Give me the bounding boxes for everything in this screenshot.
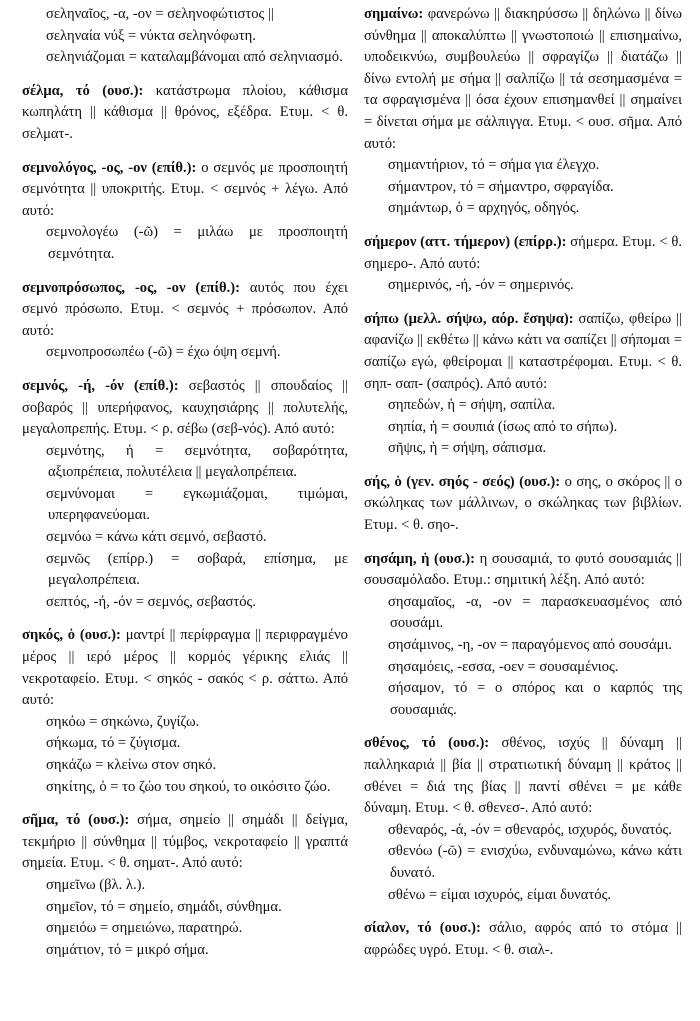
sub-entry: σημάτιον, τό = μικρό σήμα.	[46, 941, 209, 958]
entry-headword: σήμερον (αττ. τήμερον) (επίρρ.):	[364, 233, 567, 250]
right-column	[364, 4, 682, 973]
sub-entry: σεμνῶς (επίρρ.) = σοβαρά, επίσημα, με μεγαλοπρέπεια.	[46, 550, 348, 589]
sub-entry: σεμνόω = κάνω κάτι σεμνό, σεβαστό.	[46, 529, 267, 546]
sub-entry: σθεναρός, -ά, -όν = σθεναρός, ισχυρός, δυνατός.	[388, 821, 672, 838]
sub-entry: σῆψις, ἡ = σήψη, σάπισμα.	[388, 440, 547, 457]
sub-entry: σεληνιάζομαι = καταλαμβάνομαι από σεληνιασμό.	[46, 49, 343, 66]
sub-entry: σεπτός, -ή, -όν = σεμνός, σεβαστός.	[46, 593, 256, 610]
sub-entry: σεμνότης, ἡ = σεμνότητα, σοβαρότητα, αξιοπρέπεια, πολυτέλεια || μεγαλοπρέπεια.	[46, 442, 348, 481]
entry-headword: σεμνοπρόσωπος, -ος, -ον (επίθ.):	[22, 279, 240, 296]
sub-entry: σηκόω = σηκώνω, ζυγίζω.	[46, 713, 200, 730]
sub-entry: σημειόω = σημειώνω, παρατηρώ.	[46, 920, 243, 937]
entry-definition: κατάστρωμα πλοίου, κάθισμα κωπηλάτη || κάθισμα || θρόνος, εξέδρα. Ετυμ. < θ. σελματ-.	[22, 82, 348, 142]
sub-entry: σεληναία νύξ = νύκτα σεληνόφωτη.	[46, 27, 256, 44]
dictionary-entry	[22, 625, 348, 798]
entry-definition: σθένος, ισχύς || δύναμη || παλληκαριά || βία || στρατιωτική δύναμη || κράτος || σθένει = διά της βίας || παντί σθένει = με κάθε δύναμη. Ετυμ. < θ. σθενεσ-. Από αυτό:	[364, 735, 682, 817]
sub-entry: σησαμαῖος, -α, -ον = παρασκευασμένος από σουσάμι.	[388, 593, 682, 632]
dictionary-entry	[364, 4, 682, 220]
dictionary-entry	[22, 4, 348, 69]
sub-entry: σήμαντρον, τό = σήμαντρο, σφραγίδα.	[388, 178, 614, 195]
sub-entry: σεμνοπροσωπέω (-ῶ) = έχω όψη σεμνή.	[46, 344, 281, 361]
sub-entry: σηπία, ἡ = σουπιά (ίσως από το σήπω).	[388, 418, 618, 435]
sub-entry: σηπεδών, ἡ = σήψη, σαπίλα.	[388, 397, 556, 414]
dictionary-entry	[22, 376, 348, 614]
dictionary-entry	[364, 733, 682, 906]
entry-headword: σημαίνω:	[364, 6, 424, 22]
entry-headword: σεμνολόγος, -ος, -ον (επίθ.):	[22, 159, 197, 176]
entry-definition: φανερώνω || διακηρύσσω || δηλώνω || δίνω σύνθημα || αποκαλύπτω || γνωστοποιώ || επισημαίνω, υποδεικνύω, συμβουλεύω || σφραγίζω || διατάζω || δίνω εντολή με σήμα || σαλπίζω || τά σεσημασμένα = τα σφραγισμένα || όσα έχουν επισημανθεί || σημαίνει = δίνεται σήμα με σάλπιγγα. Ετυμ. < ουσ. σῆμα. Από αυτό:	[364, 6, 682, 152]
entry-definition: η σουσαμιά, το φυτό σουσαμιάς || σουσαμόλαδο. Ετυμ.: σημιτική λέξη. Από αυτό:	[364, 550, 683, 589]
dictionary-entry	[22, 158, 348, 266]
sub-entry: σηκίτης, ὁ = το ζώο του σηκού, το οικόσιτο ζώο.	[46, 778, 331, 795]
sub-entry: σησαμόεις, -εσσα, -οεν = σουσαμένιος.	[388, 658, 619, 675]
entry-definition: σάλιο, αφρός από το στόμα || αφρώδες υγρό. Ετυμ. < θ. σιαλ-.	[364, 920, 682, 958]
sub-entry: σήκωμα, τό = ζύγισμα.	[46, 735, 181, 752]
sub-entry: σημεῖον, τό = σημείο, σημάδι, σύνθημα.	[46, 898, 282, 915]
entry-definition: ο σεμνός με προσποιητή σεμνότητα || υποκριτής. Ετυμ. < σεμνός + λέγω. Από αυτό:	[22, 159, 348, 219]
sub-entry: σημεῖνω (βλ. λ.).	[46, 876, 146, 893]
sub-entry: σημάντωρ, ὁ = αρχηγός, οδηγός.	[388, 200, 580, 217]
sub-entry: σεληναῖος, -α, -ον = σεληνοφώτιστος ||	[46, 6, 274, 22]
entry-headword: σῆμα, τό (ουσ.):	[22, 812, 130, 829]
entry-headword: σηκός, ὁ (ουσ.):	[22, 627, 121, 644]
entry-headword: σεμνός, -ή, -όν (επίθ.):	[22, 377, 179, 394]
entry-definition: μαντρί || περίφραγμα || περιφραγμένο μέρος || ιερό μέρος || κορμός γέρικης ελιάς || νεκροταφείο. Ετυμ. < σηκός - σακός < ρ. σάττω. Από αυτό:	[22, 627, 348, 709]
entry-definition: σεβαστός || σπουδαίος || σοβαρός || υπερήφανος, καυχησιάρης || πολυτελής, μεγαλοπρεπής. Ετυμ. < ρ. σέβω (σεβ-νός). Από αυτό:	[22, 377, 349, 438]
dictionary-entry	[364, 309, 682, 460]
dictionary-entry	[364, 918, 682, 961]
dictionary-entry	[364, 549, 682, 722]
entry-headword: σθένος, τό (ουσ.):	[364, 735, 490, 752]
entry-headword: σίαλον, τό (ουσ.):	[364, 920, 481, 937]
sub-entry: σησάμινος, -η, -ον = παραγόμενος από σουσάμι.	[388, 637, 673, 654]
sub-entry: σθενόω (-ῶ) = ενισχύω, ενδυναμώνω, κάνω κάτι δυνατό.	[388, 843, 682, 881]
entry-definition: σήμα, σημείο || σημάδι || δείγμα, τεκμήριο || σύνθημα || τύμβος, νεκροταφείο || γραπτά σημεία. Ετυμ. < θ. σηματ-. Από αυτό:	[22, 812, 348, 872]
entry-headword: σησάμη, ἡ (ουσ.):	[364, 550, 476, 567]
entry-headword: σής, ὁ (γεν. σηός - σεός) (ουσ.):	[364, 473, 561, 490]
entry-definition: αυτός που έχει σεμνό πρόσωπο. Ετυμ. < σεμνός + πρόσωπον. Από αυτό:	[22, 279, 348, 339]
sub-entry: σεμνύνομαι = εγκωμιάζομαι, τιμώμαι, υπερηφανεύομαι.	[46, 485, 348, 524]
sub-entry: σεμνολογέω (-ῶ) = μιλάω με προσποιητή σεμνότητα.	[46, 224, 348, 262]
dictionary-entry	[22, 81, 348, 146]
sub-entry: σήσαμον, τό = ο σπόρος και ο καρπός της σουσαμιάς.	[388, 680, 682, 718]
dictionary-entry	[364, 232, 682, 297]
entry-definition: σαπίζω, φθείρω || αφανίζω || εκθέτω || κάνω κάτι να σαπίζει || σήπομαι = σαπίζω εγώ, φθείρομαι || καταστρέφομαι. Ετυμ. < θ. σηπ- σαπ- (σαπρός). Από αυτό:	[364, 310, 682, 392]
sub-entry: σημαντήριον, τό = σήμα για έλεγχο.	[388, 157, 600, 174]
sub-entry: σηκάζω = κλείνω στον σηκό.	[46, 757, 217, 773]
left-column	[22, 4, 348, 973]
dictionary-entry	[364, 472, 682, 537]
entry-definition: ο σης, ο σκόρος || ο σκώληκας των μάλλινων, ο σκώληκας των βιβλίων. Ετυμ. < θ. σηο-.	[364, 473, 682, 534]
dictionary-entry	[22, 810, 348, 961]
sub-entry: σημερινός, -ή, -όν = σημερινός.	[388, 277, 574, 294]
sub-entry: σθένω = είμαι ισχυρός, είμαι δυνατός.	[388, 886, 612, 903]
entry-headword: σήπω (μελλ. σήψω, αόρ. ἔσηψα):	[364, 310, 574, 327]
dictionary-entry	[22, 278, 348, 364]
entry-definition: σήμερα. Ετυμ. < θ. σημερο-. Από αυτό:	[364, 233, 682, 272]
entry-headword: σέλμα, τό (ουσ.):	[22, 82, 144, 99]
